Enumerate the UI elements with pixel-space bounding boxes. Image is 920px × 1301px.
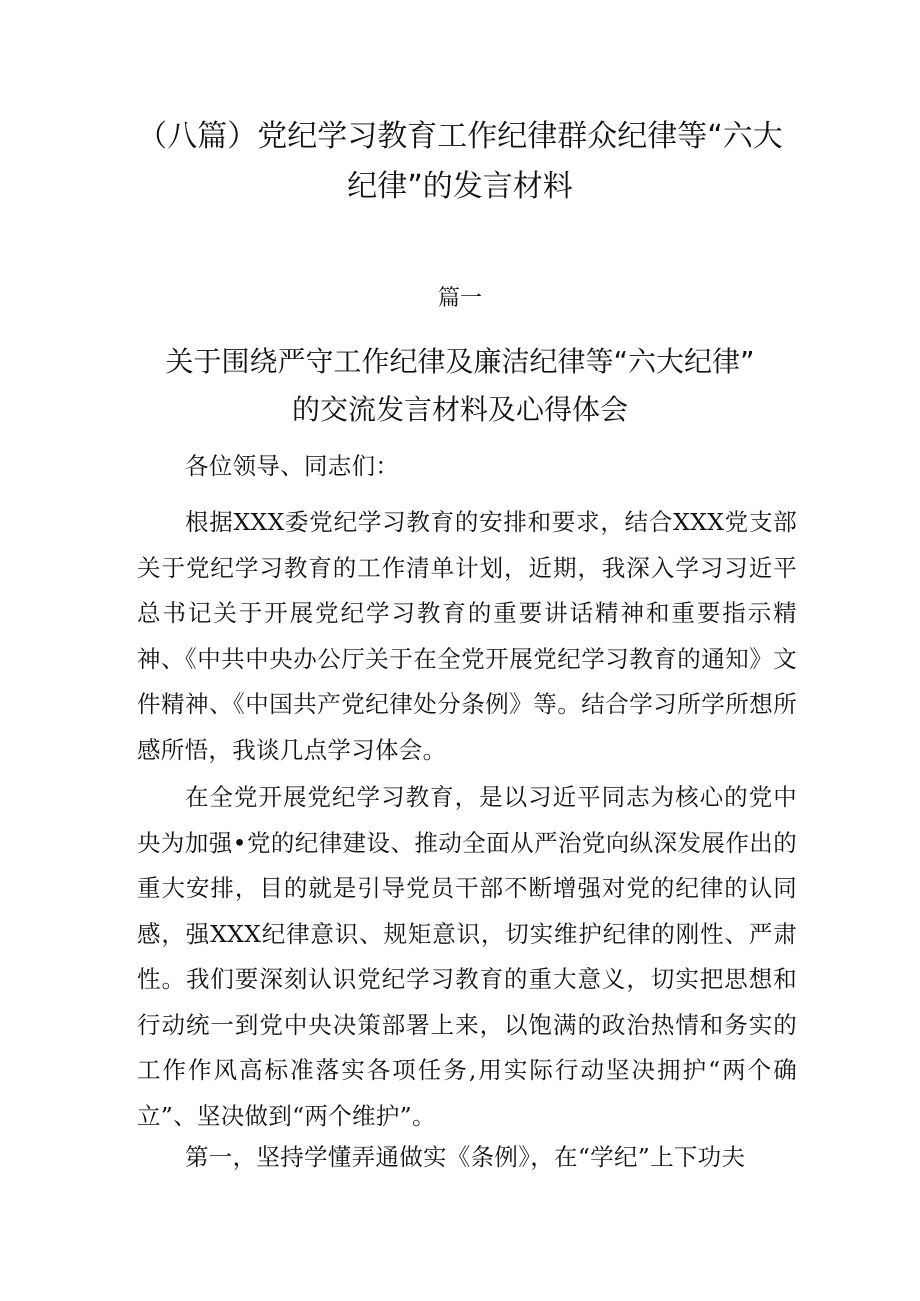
paragraph-3: 第一，坚持学懂弄通做实《条例》，在“学纪”上下功夫	[185, 1143, 746, 1171]
sub-title-line-1: 关于围绕严守工作纪律及廉洁纪律等“六大纪律”	[165, 345, 755, 378]
main-title	[130, 112, 790, 212]
paragraph-2: 在全党开展党纪学习教育，是以习近平同志为核心的党中央为加强•党的纪律建设、推动全面从严治党向纵深发展作出的重大安排，目的就是引导党员干部不断增强对党的纪律的认同感，强XXX纪律意识、规矩意识，切实维护纪律的刚性、严肃性。我们要深刻认识党纪学习教育的重大意义，切实把思想和行动统一到党中央决策部署上来，以饱满的政治热情和务实的工作作风高标准落实各项任务,用实际行动坚决拥护“两个确立”、坚决做到“两个维护”。	[137, 783, 797, 1130]
paragraph-1: 根据XXX委党纪学习教育的安排和要求，结合XXX党支部关于党纪学习教育的工作清单计划，近期，我深入学习习近平总书记关于开展党纪学习教育的重要讲话精神和重要指示精神、《中共中央办公厅关于在全党开展党纪学习教育的通知》文件精神、《中国共产党纪律处分条例》等。结合学习所学所想所感所悟，我谈几点学习体会。	[137, 508, 797, 764]
main-title-line-1: （八篇）党纪学习教育工作纪律群众纪律等“六大	[137, 119, 783, 154]
sub-title-line-2: 的交流发言材料及心得体会	[291, 393, 628, 426]
sub-title	[100, 338, 820, 434]
section-label: 篇一	[437, 286, 482, 311]
salutation: 各位领导、同志们：	[185, 452, 400, 480]
main-title-line-2: 纪律”的发言材料	[347, 169, 573, 204]
